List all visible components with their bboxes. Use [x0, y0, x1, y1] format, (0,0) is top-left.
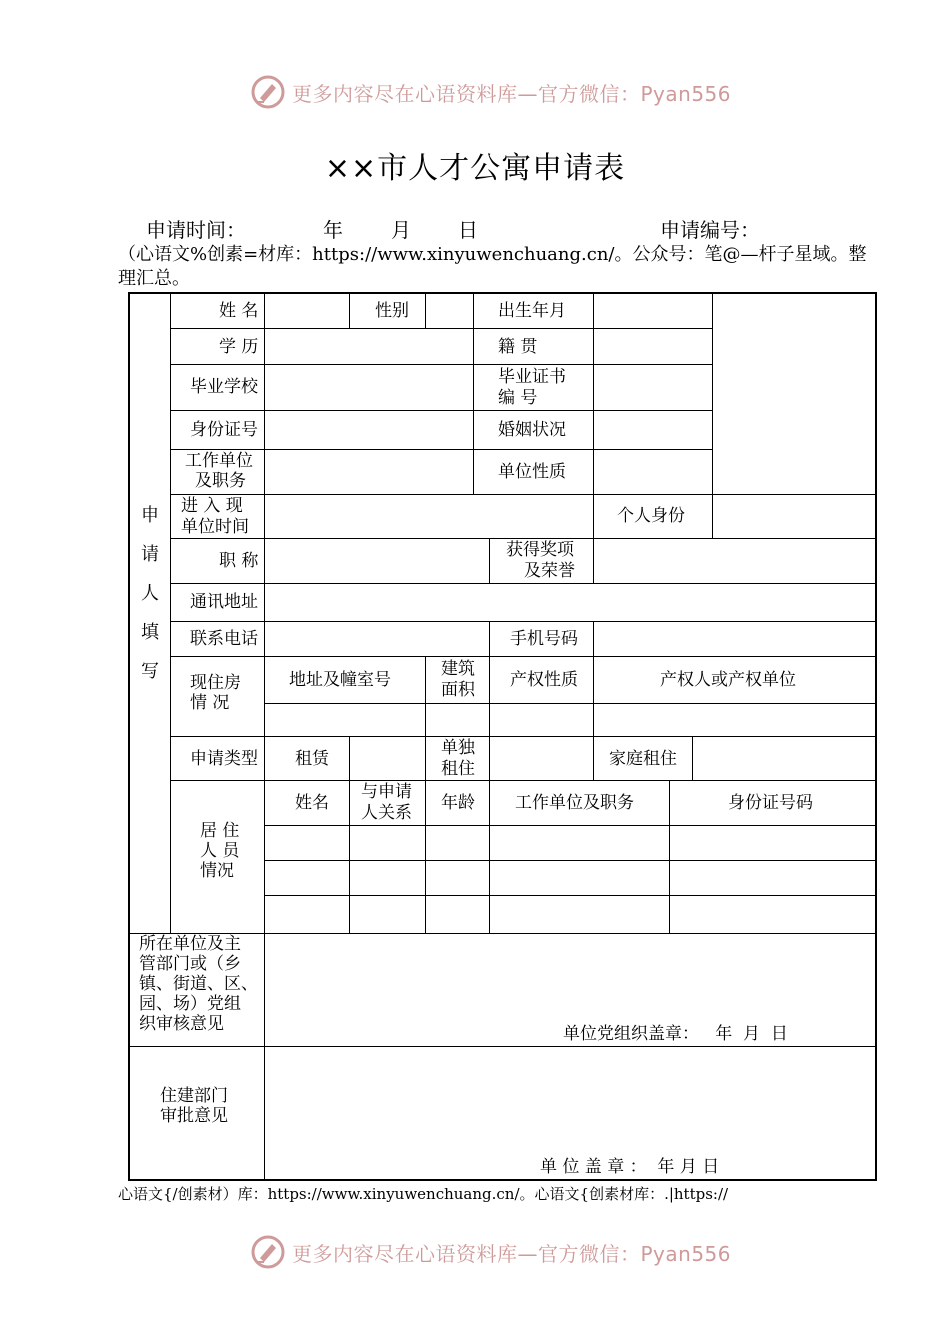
label-rent: 租赁: [295, 749, 329, 769]
label-cert-no-1: 毕业证书: [498, 367, 566, 387]
label-native-place: 籍 贯: [498, 337, 538, 357]
label-awards-1: 获得奖项: [506, 540, 574, 560]
label-apply-type: 申请类型: [190, 749, 258, 769]
day-label: 日: [458, 218, 478, 242]
year-label: 年: [323, 218, 343, 242]
unit-seal-line: 单 位 盖 章 ： 年 月 日: [540, 1157, 720, 1177]
label-age: 年龄: [441, 793, 475, 813]
label-area-1: 建筑: [441, 659, 475, 679]
label-title-rank: 职 称: [219, 551, 259, 571]
label-residents-2: 人 员: [200, 841, 240, 861]
apply-time-label: 申请时间：: [146, 218, 246, 242]
label-residents-1: 居 住: [200, 821, 240, 841]
label-owner: 产权人或产权单位: [660, 670, 796, 690]
banner-text: 更多内容尽在心语资料库—官方微信：Pyan556: [292, 81, 732, 106]
label-awards-2: 及荣誉: [524, 561, 575, 581]
month-label: 月: [391, 218, 411, 242]
label-address: 通讯地址: [190, 592, 258, 612]
label-family: 家庭租住: [609, 749, 677, 769]
label-housing-dept-1: 住建部门: [160, 1086, 228, 1106]
label-marital: 婚姻状况: [498, 420, 566, 440]
label-single-1: 单独: [441, 738, 475, 758]
label-housing-dept-2: 审批意见: [160, 1106, 228, 1126]
banner-text: 更多内容尽在心语资料库—官方微信：Pyan556: [292, 1241, 732, 1266]
label-join-time-2: 单位时间: [181, 517, 249, 537]
label-party-review-3: 镇、街道、区、: [139, 974, 258, 994]
label-school: 毕业学校: [190, 377, 258, 397]
label-personal-identity: 个人身份: [617, 506, 685, 526]
label-party-review-5: 织审核意见: [139, 1014, 224, 1034]
label-relation-1: 与申请: [361, 782, 412, 802]
source-note: （心语文%创素=材库：https://www.xinyuwenchuang.cn/。公众号：笔@—杆子星域。整理汇总。: [118, 244, 867, 289]
label-r-employer: 工作单位及职务: [515, 793, 634, 813]
label-r-id: 身份证号码: [728, 793, 813, 813]
label-party-review-1: 所在单位及主: [139, 934, 241, 954]
hand-pen-logo-icon: [250, 1234, 286, 1270]
watermark-banner-bottom: [250, 1232, 750, 1272]
section-label-applicant: 申 请 人 填 写: [141, 505, 159, 682]
label-housing-2: 情 况: [190, 693, 230, 713]
watermark-banner-top: [250, 72, 750, 112]
label-join-time-1: 进 入 现: [181, 496, 243, 516]
label-cert-no-2: 编 号: [498, 388, 538, 408]
label-residents-3: 情况: [200, 861, 234, 881]
label-r-name: 姓名: [295, 793, 329, 813]
label-id-no: 身份证号: [190, 420, 258, 440]
label-phone: 联系电话: [190, 629, 258, 649]
label-area-2: 面积: [441, 680, 475, 700]
page-title: ××市人才公寓申请表: [324, 151, 626, 186]
label-party-review-2: 管部门或（乡: [139, 954, 241, 974]
footer-source-note: 心语文{/创素材）库：https://www.xinyuwenchuang.cn/。心语文{创素材库：.|https://: [118, 1185, 729, 1203]
label-single-2: 租住: [441, 759, 475, 779]
hand-pen-logo-icon: [250, 74, 286, 110]
label-addr-room: 地址及幢室号: [289, 670, 391, 690]
label-birth: 出生年月: [498, 301, 566, 321]
label-housing-1: 现住房: [190, 673, 241, 693]
label-relation-2: 人关系: [361, 803, 412, 823]
label-education: 学 历: [219, 337, 259, 357]
label-gender: 性别: [375, 301, 409, 321]
label-employer-2: 及职务: [195, 471, 246, 491]
label-party-review-4: 园、场）党组: [139, 994, 241, 1014]
label-unit-nature: 单位性质: [498, 462, 566, 482]
label-ownership: 产权性质: [510, 670, 578, 690]
party-seal-line: 单位党组织盖章： 年 月 日: [563, 1024, 788, 1044]
label-mobile: 手机号码: [510, 629, 578, 649]
label-employer-1: 工作单位: [185, 451, 253, 471]
label-name: 姓 名: [219, 301, 259, 321]
apply-no-label: 申请编号：: [660, 218, 760, 242]
